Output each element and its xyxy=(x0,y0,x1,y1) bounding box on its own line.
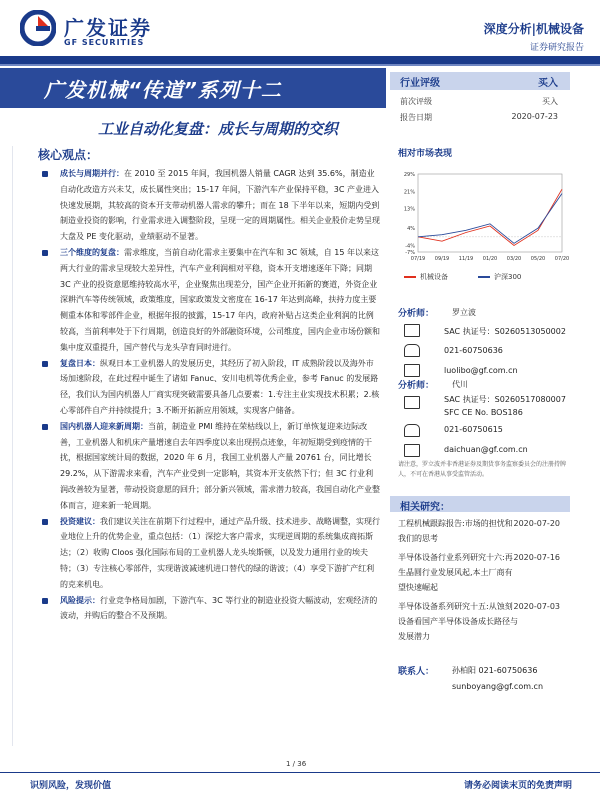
core-points-list xyxy=(38,166,380,624)
contact-block xyxy=(398,664,570,698)
x-tick-label: 03/20 xyxy=(506,256,522,262)
email-icon xyxy=(404,444,420,457)
series-line-csi300 xyxy=(418,194,562,244)
x-tick-label: 09/19 xyxy=(434,256,450,262)
report-title: 广发机械“传道”系列十二 xyxy=(44,78,282,102)
related-research-bar xyxy=(390,496,570,512)
certificate-icon xyxy=(404,396,420,409)
contact-name-phone: 孙柏阳 021-60750636 xyxy=(452,666,538,675)
doc-type: 深度分析|机械设备 xyxy=(483,22,584,36)
bullet-text: 需求维度，当前自动化需求主要集中在汽车和 3C 领域，自 15 年以来这两大行业的需求呈现较大差异性，汽车产业利润相对平稳，资本开支增速逐年下降；同期 3C 产业的投资意愿维持较高水平，企业聚焦出现差分，国产企业开拓新的赛道，外资企业深耕汽车等传统领域，政策维度，国家政策发文密度在 16-17 年达到高峰，扶持力度主要侧重本体和零部件企业，根据年报的披露，15-17 年内，政府补贴占这类企业利润的比例较高，当前利率处于下行周期，创造良好的外部融资环境，公司维度，国内企业市场份额和集中度双重提升，国产替代与龙头孕育同时进行。 xyxy=(60,247,380,352)
bullet-head: 国内机器人迎来新周期： xyxy=(60,421,148,431)
bullet-text: 纵观日本工业机器人的发展历史，其经历了初入阶段，IT 成熟阶段以及海外市场加速阶段，在此过程中诞生了诸如 Fanuc、安川电机等优秀企业，参考 Fanuc 的发展路径，我们认为国内机器人厂商实现突破需要具备几点要素：1.专注主业实现技术积累；2.核心零部件自产并持续提升；3.不断开拓新应用领域，实现客户储备。 xyxy=(60,358,380,415)
legend-swatch-a xyxy=(404,276,416,278)
report-date-label: 报告日期 xyxy=(400,113,432,122)
legend-label-b: 沪深300 xyxy=(494,273,522,281)
analyst-name: 代川 xyxy=(452,380,468,389)
certificate-icon xyxy=(404,324,420,337)
header-doc-type xyxy=(484,20,584,53)
bullet-text: 当前，制造业 PMI 维持在荣枯线以上，新订单恢复迎来边际改善，工业机器人和机床产量增速自去年四季度以来出现拐点迹象，年初短期受到疫情的干扰，根据国家统计局的数据，2020 年 6 月，我国工业机器人产量 20761 台，同比增长 29.2%，从下游需求来看，汽车产业受到一定影响，其资本开支依然下行；但 3C 行业利润改善较为显著，带动投资意愿的回升；部分新兴领域，需求潜力较高，我国自动化产业整体而言，迎来新一轮周期。 xyxy=(60,421,380,510)
footer-slogan: 识别风险，发现价值 xyxy=(30,781,112,791)
core-points-heading: 核心观点： xyxy=(38,148,99,162)
rating-label: 行业评级 xyxy=(400,78,440,89)
related-research-list xyxy=(398,516,570,648)
prev-rating-label: 前次评级 xyxy=(400,97,432,106)
related-item-date: 2020-07-03 xyxy=(513,602,560,611)
analyst-sac: SAC 执证号：S0260517080007 xyxy=(444,395,566,404)
related-item-title[interactable]: 半导体设备系列研究十五:从蚀刻设备看国产半导体设备成长路径与发展潜力 xyxy=(398,602,518,641)
bullet-risk-warning xyxy=(38,593,380,625)
related-item[interactable] xyxy=(398,599,570,644)
y-tick-label: 13% xyxy=(403,206,415,213)
x-tick-label: 07/19 xyxy=(410,256,426,262)
analyst-phone: 021-60750636 xyxy=(444,346,503,355)
prev-rating-row xyxy=(390,96,570,108)
x-tick-label: 01/20 xyxy=(482,256,498,262)
analyst-label: 分析师： xyxy=(398,381,435,391)
footer-disclaimer: 请务必阅读末页的免责声明 xyxy=(463,781,572,791)
analyst-sfc: SFC CE No. BOS186 xyxy=(444,408,523,417)
y-tick-label: -4% xyxy=(405,243,415,250)
market-performance-heading: 相对市场表现 xyxy=(398,149,453,159)
email-icon xyxy=(404,364,420,377)
related-item-title[interactable]: 工程机械跟踪报告:市场的担忧和我们的思考 xyxy=(398,519,513,543)
prev-rating-value: 买入 xyxy=(542,97,558,106)
bullet-icon xyxy=(42,171,48,177)
contact-email[interactable]: sunboyang@gf.com.cn xyxy=(452,682,544,691)
bullet-head: 风险提示： xyxy=(60,595,100,605)
report-subtitle: 工业自动化复盘：成长与周期的交织 xyxy=(98,120,339,138)
related-research-heading: 相关研究： xyxy=(400,502,450,513)
related-item[interactable] xyxy=(398,550,570,595)
analyst-block-2 xyxy=(392,378,572,458)
analyst-email[interactable]: luolibo@gf.com.cn xyxy=(444,366,518,375)
analyst-label: 分析师： xyxy=(398,309,435,319)
bullet-three-dimensions xyxy=(38,245,380,356)
logo-text-cn: 广发证券 xyxy=(64,16,152,40)
bullet-growth-cycle xyxy=(38,166,380,245)
bullet-head: 成长与周期并行： xyxy=(60,169,124,178)
bullet-icon xyxy=(42,250,48,256)
bullet-text: 我们建议关注在前期下行过程中，通过产品升级、技术进步、战略调整，实现行业地位上升的优势企业，重点包括：（1）深挖大客户需求，实现逆周期的系统集成商拓斯达；（2）收购 Cloos 强化国际布局的工业机器人龙头埃斯顿，以及发力通用行业的埃夫特；（3）专注核心零部件，实现谐波减速机进口替代的绿的谐波；（4）享受下游扩产红利的克来机电。 xyxy=(60,516,380,589)
footer-divider xyxy=(0,772,600,773)
y-tick-label: 29% xyxy=(403,172,415,178)
report-date-row xyxy=(390,112,570,124)
header-divider-thin xyxy=(0,64,600,66)
left-margin-rule xyxy=(12,146,13,746)
analyst-sac: SAC 执证号：S0260513050002 xyxy=(444,327,566,336)
legend-label-a: 机械设备 xyxy=(420,273,448,281)
related-item[interactable] xyxy=(398,516,570,546)
bullet-text: 在 2010 至 2015 年间，我国机器人销量 CAGR 达到 35.6%，制造业自动化改造方兴未艾，成长属性突出；15-17 年间，下游汽车产业保持平稳，3C 产业进入快速发展期，其较高的资本开支带动机器人需求的攀升；而在 18 下半年以来，短期内受到制造业投资的影响，行业需求进入调整阶段，呈现一定的周期属性。相关企业股价走势呈现大盘及 PE 变化驱动，业绩驱动不显著。 xyxy=(60,169,380,242)
analyst-name: 罗立波 xyxy=(452,308,476,317)
bullet-head: 复盘日本： xyxy=(60,358,100,368)
disclaimer-note: 请注意，罗立波并非香港证券及期货事务监察委员会的注册持牌人，不可在香港从事受监管活动。 xyxy=(398,461,567,478)
y-tick-label: 4% xyxy=(407,226,415,233)
bullet-investment-advice xyxy=(38,514,380,593)
gf-logo-icon xyxy=(20,10,56,46)
x-tick-label: 05/20 xyxy=(530,256,546,262)
y-tick-label: -7% xyxy=(405,250,415,256)
bullet-japan-review xyxy=(38,356,380,419)
analyst-email[interactable]: daichuan@gf.com.cn xyxy=(444,445,528,454)
report-date-value: 2020-07-23 xyxy=(511,112,558,121)
bullet-new-cycle xyxy=(38,419,380,514)
contact-label: 联系人： xyxy=(398,667,435,677)
bullet-icon xyxy=(42,519,48,525)
company-logo xyxy=(12,8,172,58)
phone-icon xyxy=(404,424,420,437)
bullet-head: 三个维度的复盘： xyxy=(60,247,124,257)
related-item-date: 2020-07-16 xyxy=(513,553,560,562)
page-number: 1 / 36 xyxy=(286,760,307,768)
x-tick-label: 07/20 xyxy=(554,256,570,262)
series-line-machinery xyxy=(418,189,562,245)
bullet-text: 行业竞争格局加剧，下游汽车、3C 等行业的制造业投资大幅波动，宏观经济的波动，并购后的整合不及预期。 xyxy=(60,595,378,621)
analyst-phone: 021-60750615 xyxy=(444,425,503,434)
logo-text-en: GF SECURITIES xyxy=(64,38,145,47)
industry-rating-bar xyxy=(390,72,570,90)
header-divider xyxy=(0,56,600,64)
rating-value: 买入 xyxy=(538,78,558,89)
phone-icon xyxy=(404,344,420,357)
x-tick-label: 11/19 xyxy=(458,256,474,262)
doc-subtype: 证券研究报告 xyxy=(529,43,584,53)
related-item-title[interactable]: 半导体设备行业系列研究十六:再生晶圆行业发展风起,本土厂商有望快速崛起 xyxy=(398,553,513,592)
relative-performance-chart xyxy=(390,168,570,268)
bullet-head: 投资建议： xyxy=(60,516,100,526)
legend-swatch-b xyxy=(478,276,490,278)
bullet-icon xyxy=(42,424,48,430)
related-item-date: 2020-07-20 xyxy=(513,519,560,528)
bullet-icon xyxy=(42,361,48,367)
chart-legend xyxy=(404,272,574,284)
bullet-icon xyxy=(42,598,48,604)
y-tick-label: 21% xyxy=(403,189,415,196)
